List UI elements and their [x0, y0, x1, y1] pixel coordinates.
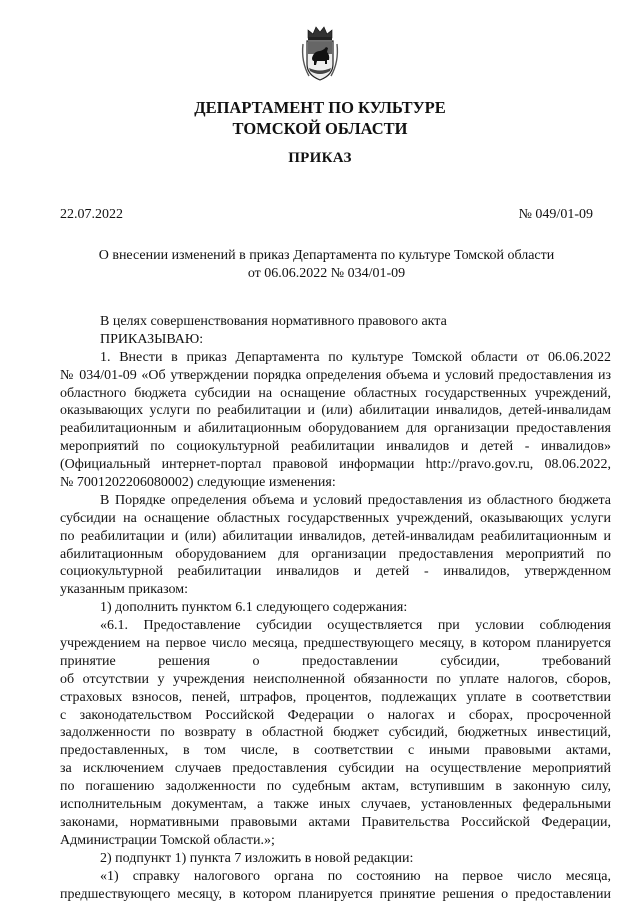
body-line: № 034/01-09 «Об утверждении порядка определения объема и условий предоставления из	[60, 367, 611, 383]
body-line: Администрации Томской области.»;	[60, 832, 275, 848]
body-line: областного бюджета субсидии на оснащение областных государственных учреждений,	[60, 385, 611, 401]
order-subject-line2: от 06.06.2022 № 034/01-09	[247, 266, 406, 281]
order-date: 22.07.2022	[60, 207, 123, 222]
body-line: реабилитационным и абилитационным оборудованием для организации предоставления	[60, 421, 611, 437]
body-line: принятие решения о предоставлении субсидии, требований	[60, 653, 611, 669]
coat-of-arms-icon	[299, 24, 341, 82]
body-line: по погашению задолженности по судебным актам, вступившим в законную силу,	[60, 779, 611, 795]
body-line: задолженности по возврату в областной бюджет субсидий, бюджетных инвестиций,	[60, 725, 611, 741]
body-line: В целях совершенствования нормативного правового акта	[100, 314, 447, 329]
body-line: 2) подпункт 1) пункта 7 изложить в новой редакции:	[100, 850, 414, 866]
body-line: оказывающих услуги по реабилитации и (или) абилитации инвалидов, детей-инвалидам	[60, 403, 611, 419]
body-line: предшествующего месяцу, в котором планируется принятие решения о предоставлении	[60, 886, 611, 902]
body-line: указанным приказом:	[60, 582, 189, 598]
document-type-title: ПРИКАЗ	[288, 150, 352, 166]
body-line: об отсутствии у учреждения неисполненной обязанности по уплате налогов, сборов,	[60, 671, 611, 687]
body-line: социокультурной реабилитации инвалидов и детей - инвалидов, утвержденном	[60, 564, 611, 580]
body-line: (Официальный интернет-портал правовой информации http://pravo.gov.ru, 08.06.2022,	[60, 457, 611, 473]
body-line: «6.1. Предоставление субсидии осуществляется при условии соблюдения	[100, 618, 611, 634]
department-name-line1: ДЕПАРТАМЕНТ ПО КУЛЬТУРЕ	[194, 98, 446, 117]
body-line: мероприятий по социокультурной реабилитации инвалидов и детей - инвалидов»	[60, 439, 611, 455]
body-line: исполнительным документам, а также иных случаев, установленных федеральными	[60, 797, 611, 813]
body-line: по реабилитации и (или) абилитации инвалидов, детей-инвалидам реабилитационным и	[60, 528, 611, 544]
body-line: 1) дополнить пунктом 6.1 следующего содержания:	[100, 600, 408, 616]
department-name-line2: ТОМСКОЙ ОБЛАСТИ	[232, 119, 408, 138]
body-line: с законодательством Российской Федерации о налогах и сборах, просроченной	[60, 707, 611, 723]
body-line: В Порядке определения объема и условий предоставления из областного бюджета	[100, 492, 611, 508]
body-line: «1) справку налогового органа по состоянию на первое число месяца,	[100, 868, 611, 884]
body-line: № 7001202206080002) следующие изменения:	[60, 475, 336, 491]
body-line: учреждением на первое число месяца, предшествующего месяцу, в котором планируется	[60, 636, 611, 652]
order-number: № 049/01-09	[518, 207, 593, 222]
body-line: за исключением случаев предоставления субсидии на осуществление мероприятий	[60, 761, 611, 777]
body-line: абилитационным оборудованием для организации предоставления мероприятий по	[60, 546, 611, 562]
body-line: страховых взносов, пеней, штрафов, процентов, подлежащих уплате в соответствии	[60, 689, 611, 705]
body-line: 1. Внести в приказ Департамента по культуре Томской области от 06.06.2022	[100, 349, 611, 365]
body-line: субсидии на оснащение областных государственных учреждений, оказывающих услуги	[60, 510, 611, 526]
body-line: предоставленных, в том числе, в соответствии с иными правовыми актами,	[60, 743, 611, 759]
order-body	[60, 313, 611, 903]
order-subject-line1: О внесении изменений в приказ Департамента по культуре Томской области	[98, 248, 555, 263]
body-line: ПРИКАЗЫВАЮ:	[100, 331, 204, 347]
body-line: законами, нормативными правовыми актами Правительства Российской Федерации,	[60, 814, 611, 830]
